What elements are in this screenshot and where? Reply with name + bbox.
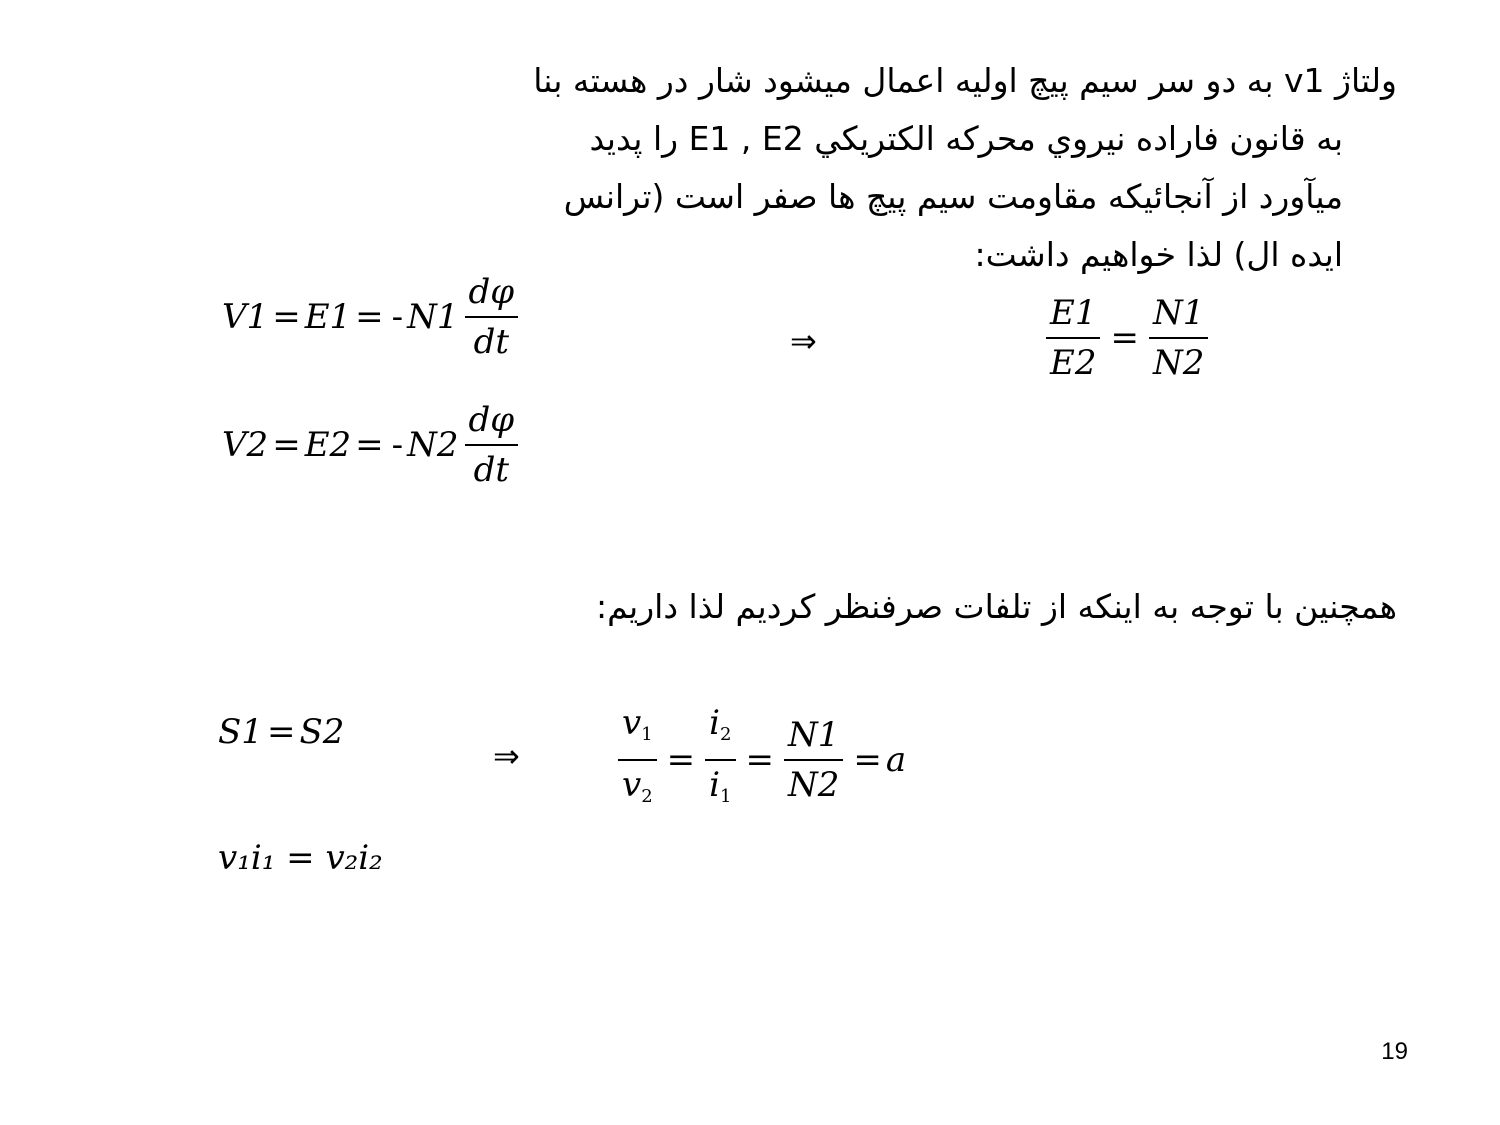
- equation-power: [218, 712, 344, 752]
- ratio2-f3-den: N2: [788, 765, 840, 805]
- eq1-n: N1: [407, 297, 459, 337]
- ratio2-equals-3: =: [853, 740, 882, 780]
- paragraph2-line1: همچنین با توجه به اینکه از تلفات صرفنظر کردیم لذا داریم:: [595, 587, 1397, 626]
- eq2-minus: -: [391, 425, 404, 465]
- paragraph1-line1: ولتاژ v1 به دو سر سیم پیچ اولیه اعمال میشود شار در هسته بنا: [533, 61, 1397, 100]
- power-lhs: S1: [218, 712, 263, 752]
- ratio1-fraction-e: [1046, 293, 1100, 383]
- eq1-fraction-den: dt: [473, 322, 510, 362]
- ratio1-den1: E2: [1050, 343, 1097, 383]
- eq1-lhs: V1: [222, 297, 269, 337]
- ratio2-f1-den-sub: 2: [641, 786, 653, 807]
- ratio2-fraction-n: [784, 715, 843, 805]
- paragraph1-line4: ایده ال) لذا خواهیم داشت:: [974, 235, 1343, 274]
- implies-arrow-2: ⇒: [493, 737, 520, 775]
- power-rhs: S2: [299, 712, 345, 752]
- paragraph1-line2: به قانون فاراده نيروي محركه الكتريكي E1 , E2 را پدید: [589, 119, 1343, 158]
- ratio2-f1-den: v: [622, 765, 642, 805]
- ratio2-f2-den: i: [709, 765, 721, 805]
- eq1-fraction: [465, 272, 519, 362]
- ratio1-equals: =: [1110, 318, 1139, 358]
- ratio2-f2-num-sub: 2: [720, 724, 732, 745]
- paragraph1-line3: میآورد از آنجائیکه مقاومت سیم پیچ ها صفر است (ترانس: [563, 177, 1343, 216]
- ratio2-equals-1: =: [666, 740, 696, 780]
- ratio1-num2: N1: [1149, 293, 1208, 339]
- eq1-equals-2: =: [355, 297, 384, 337]
- eq2-fraction-den: dt: [473, 450, 510, 490]
- equation-ratio-e-n: [1040, 293, 1214, 383]
- ratio2-f1-num: v: [622, 703, 642, 743]
- ratio2-result: a: [885, 740, 907, 780]
- ratio2-fraction-v: [618, 703, 657, 817]
- equation-v2: [222, 400, 524, 490]
- eq2-fraction: [465, 400, 519, 490]
- ratio1-den2: N2: [1152, 343, 1205, 383]
- eq2-equals-2: =: [355, 425, 384, 465]
- ratio2-f2-num: i: [709, 703, 721, 743]
- equation-power-expanded: v₁i₁ = v₂i₂: [218, 838, 383, 878]
- equation-v1: [222, 272, 524, 362]
- eq2-e: E2: [304, 425, 352, 465]
- eq1-fraction-num: dφ: [465, 272, 519, 318]
- eq1-equals-1: =: [272, 297, 301, 337]
- ratio2-f1-num-sub: 1: [641, 724, 653, 745]
- ratio2-fraction-i: [705, 703, 735, 817]
- ratio2-equals-2: =: [745, 740, 774, 780]
- implies-arrow-1: ⇒: [790, 322, 817, 360]
- page-number: 19: [1381, 1038, 1408, 1065]
- eq1-e: E1: [304, 297, 352, 337]
- eq2-lhs: V2: [222, 425, 269, 465]
- eq2-n: N2: [407, 425, 459, 465]
- ratio1-num1: E1: [1046, 293, 1100, 339]
- eq2-fraction-num: dφ: [465, 400, 519, 446]
- equation-turns-ratio: [612, 703, 906, 817]
- eq2-equals-1: =: [272, 425, 301, 465]
- ratio2-f3-num: N1: [784, 715, 843, 761]
- ratio1-fraction-n: [1149, 293, 1208, 383]
- eq1-minus: -: [391, 297, 404, 337]
- power-equals: =: [266, 712, 296, 752]
- ratio2-f2-den-sub: 1: [720, 786, 732, 807]
